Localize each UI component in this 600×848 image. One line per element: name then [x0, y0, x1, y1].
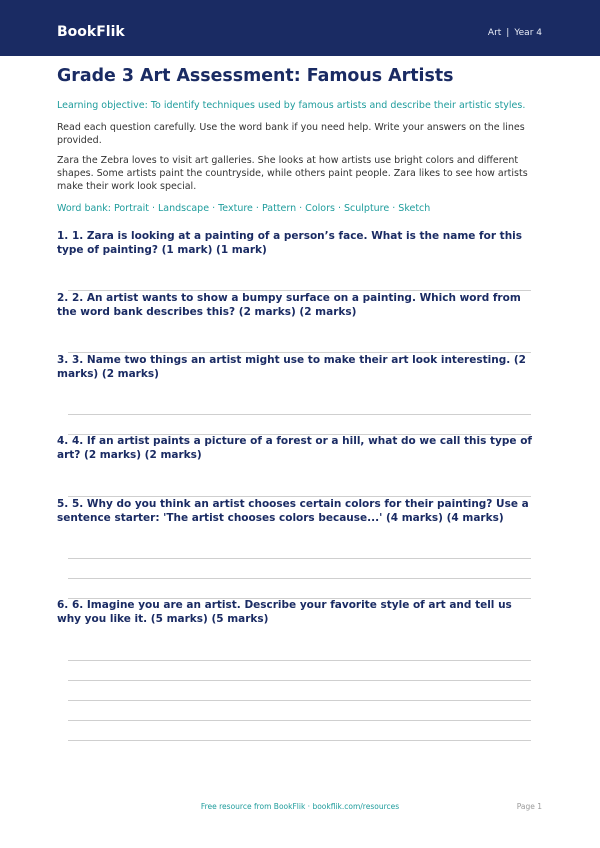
header-bar	[0, 0, 600, 56]
answer-line[interactable]	[68, 700, 531, 701]
word-bank: Word bank: Portrait · Landscape · Texture · Pattern · Colors · Sculpture · Sketch	[57, 203, 431, 214]
question-6: 6. 6. Imagine you are an artist. Describe your favorite style of art and tell us why you like it. (5 marks) (5 marks)	[57, 599, 512, 625]
instructions: Read each question carefully. Use the word bank if you need help. Write your answers on the lines provided.	[57, 122, 525, 146]
brand-logo[interactable]: BookFlik	[57, 24, 125, 40]
subject-label: Art	[487, 28, 502, 38]
answer-line[interactable]	[68, 578, 531, 579]
answer-line[interactable]	[68, 740, 531, 741]
question-4: 4. 4. If an artist paints a picture of a forest or a hill, what do we call this type of art? (2 marks) (2 marks)	[57, 435, 532, 461]
question-5: 5. 5. Why do you think an artist chooses certain colors for their painting? Use a sentence starter: 'The artist chooses colors because...' (4 marks) (4 marks)	[57, 498, 529, 524]
question-3: 3. 3. Name two things an artist might use to make their art look interesting. (2 marks) (2 marks)	[57, 354, 526, 380]
header-meta	[488, 27, 542, 39]
answer-line[interactable]	[68, 680, 531, 681]
page-title: Grade 3 Art Assessment: Famous Artists	[57, 66, 454, 86]
story-paragraph: Zara the Zebra loves to visit art galleries. She looks at how artists use bright colors and different shapes. Some artists paint the countryside, while others paint people. Zara likes to see how artists make their work look special.	[57, 155, 528, 192]
answer-line[interactable]	[68, 414, 531, 415]
answer-line[interactable]	[68, 558, 531, 559]
meta-separator: |	[506, 28, 510, 38]
question-2: 2. 2. An artist wants to show a bumpy surface on a painting. Which word from the word bank describes this? (2 marks) (2 marks)	[57, 292, 521, 318]
page-number: Page 1	[516, 802, 542, 811]
year-label: Year 4	[514, 28, 542, 38]
answer-line[interactable]	[68, 660, 531, 661]
answer-line[interactable]	[68, 720, 531, 721]
learning-objective: Learning objective: To identify techniques used by famous artists and describe their artistic styles.	[57, 100, 526, 111]
question-1: 1. 1. Zara is looking at a painting of a person’s face. What is the name for this type of painting? (1 mark) (1 mark)	[57, 230, 523, 256]
footer-resource-link[interactable]: Free resource from BookFlik · bookflik.com/resources	[200, 802, 400, 811]
intro-section	[57, 63, 545, 215]
